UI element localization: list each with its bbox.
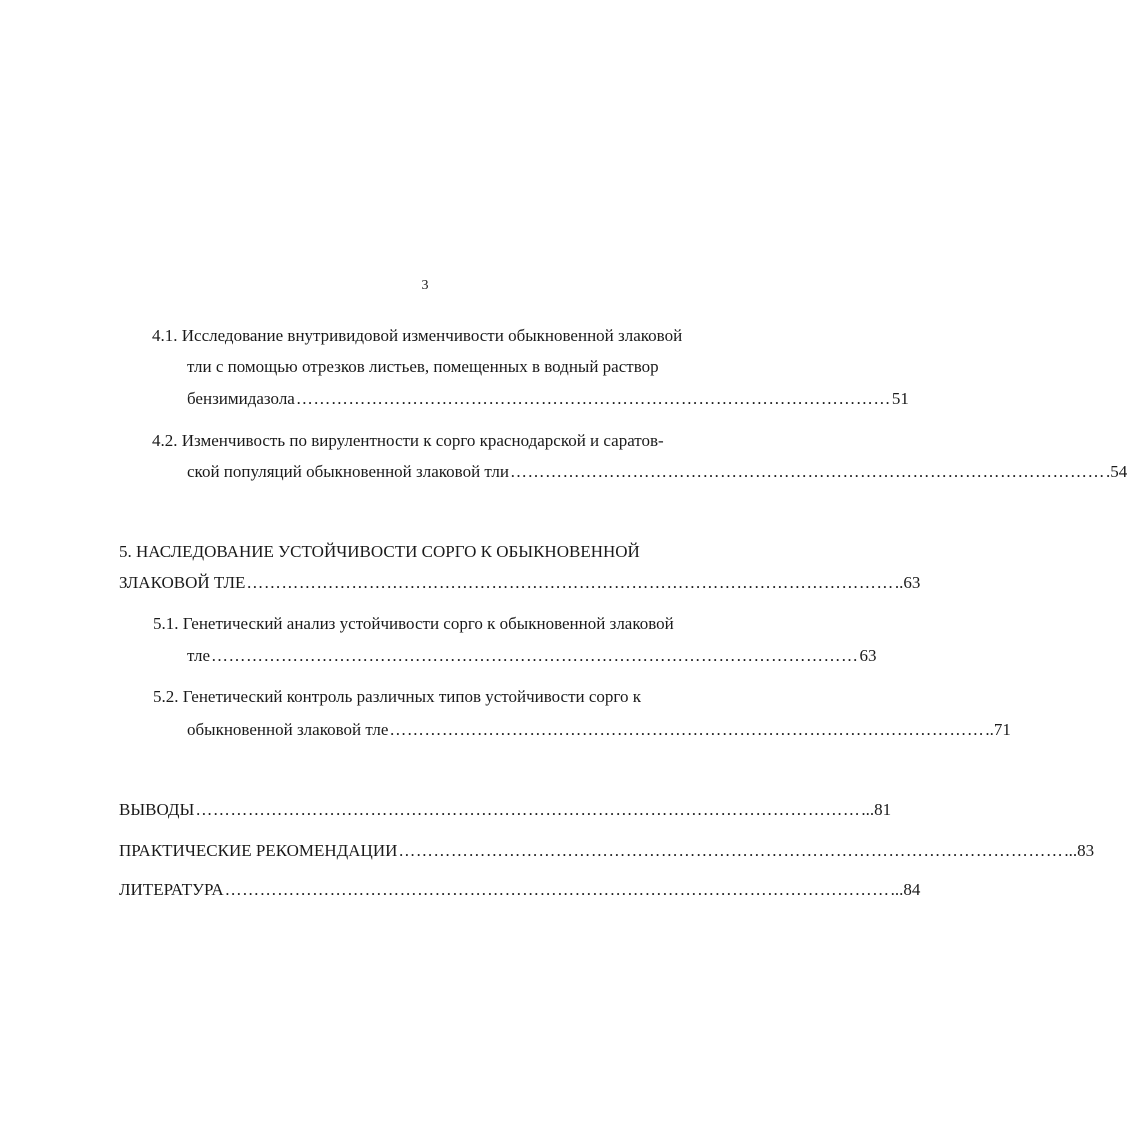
toc-4-2-line-1: 4.2. Изменчивость по вирулентности к сорго краснодарской и саратов-	[152, 431, 664, 450]
toc-recommendations-title: ПРАКТИЧЕСКИЕ РЕКОМЕНДАЦИИ	[119, 841, 398, 860]
toc-5-line-1: 5. НАСЛЕДОВАНИЕ УСТОЙЧИВОСТИ СОРГО К ОБЫКНОВЕННОЙ	[119, 542, 640, 561]
toc-4-2-page: .54	[1106, 462, 1127, 481]
toc-5-page: ..63	[894, 573, 921, 592]
page-number: 3	[421, 278, 429, 293]
toc-4-1-line-3	[187, 389, 909, 409]
toc-leader-dots: …………………………………………………………………………………………	[389, 720, 985, 739]
toc-literature-page: ...84	[890, 880, 921, 899]
toc-entry-literature	[119, 880, 921, 900]
toc-5-1-line-1: 5.1. Генетический анализ устойчивости сорго к обыкновенной злаковой	[153, 614, 674, 633]
toc-4-2-line-2	[187, 462, 1127, 482]
toc-leader-dots: ……………………………………………………………………………………………………	[224, 880, 890, 899]
toc-leader-dots: ……………………………………………………………………………………………………	[398, 841, 1064, 860]
toc-4-1-line-2: тли с помощью отрезков листьев, помещенных в водный раствор	[187, 357, 659, 376]
toc-4-1-page: 51	[891, 389, 909, 408]
toc-leader-dots: ……………………………………………………………………………………………………	[195, 800, 861, 819]
toc-4-1-title-end: бензимидазола	[187, 389, 295, 408]
toc-conclusions-page: ...81	[861, 800, 892, 819]
toc-5-1-line-2	[187, 646, 877, 666]
toc-entry-conclusions	[119, 800, 892, 820]
toc-4-2-title-end: ской популяций обыкновенной злаковой тли	[187, 462, 510, 481]
toc-5-2-line-2	[187, 720, 1011, 740]
toc-4-1-line-1: 4.1. Исследование внутривидовой изменчивости обыкновенной злаковой	[152, 326, 683, 345]
toc-entry-recommendations	[119, 841, 1095, 861]
toc-5-2-page: ..71	[985, 720, 1011, 739]
toc-5-line-2	[119, 573, 921, 593]
toc-leader-dots: …………………………………………………………………………………………………	[246, 573, 894, 592]
toc-leader-dots: …………………………………………………………………………………………	[510, 462, 1106, 481]
toc-leader-dots: …………………………………………………………………………………………	[295, 389, 891, 408]
toc-5-2-title-end: обыкновенной злаковой тле	[187, 720, 389, 739]
toc-conclusions-title: ВЫВОДЫ	[119, 800, 195, 819]
toc-5-1-page: 63	[859, 646, 877, 665]
toc-5-title-end: ЗЛАКОВОЙ ТЛЕ	[119, 573, 246, 592]
toc-recommendations-page: ...83	[1064, 841, 1095, 860]
toc-leader-dots: …………………………………………………………………………………………………	[211, 646, 859, 665]
toc-5-1-title-end: тле	[187, 646, 211, 665]
toc-literature-title: ЛИТЕРАТУРА	[119, 880, 224, 899]
toc-5-2-line-1: 5.2. Генетический контроль различных типов устойчивости сорго к	[153, 687, 641, 706]
